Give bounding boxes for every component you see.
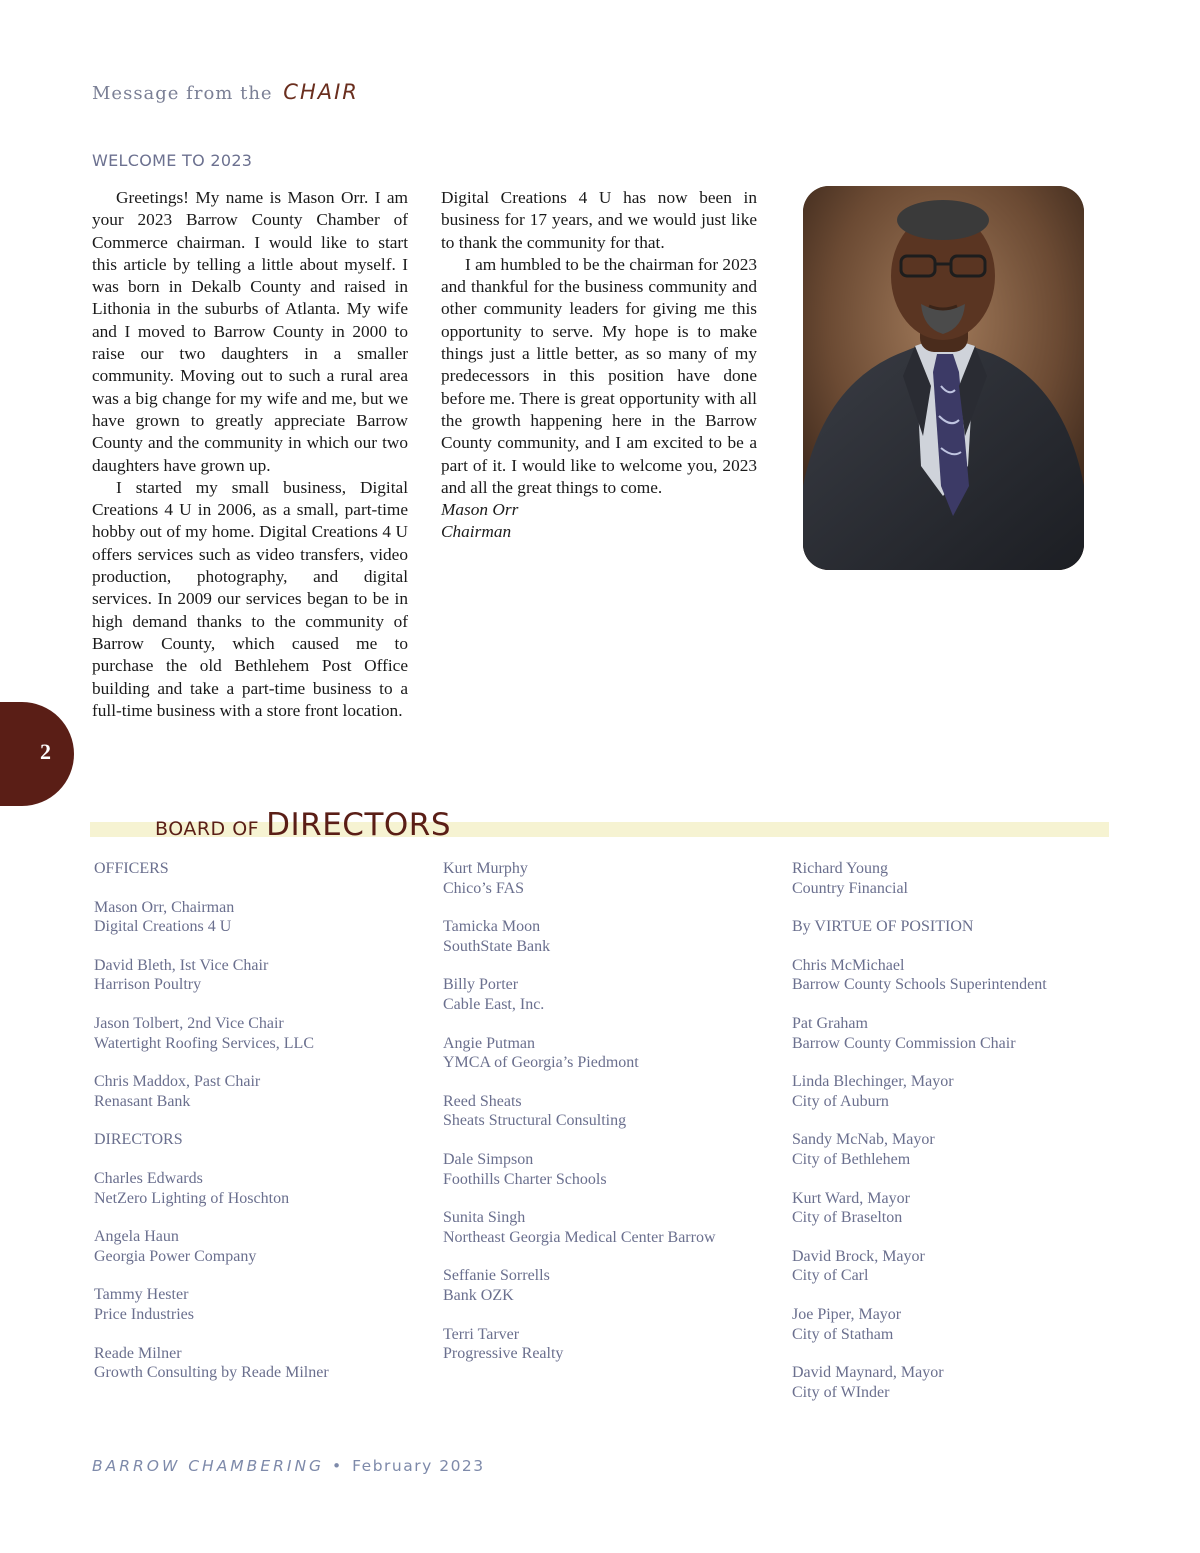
member-org: City of Statham (792, 1325, 894, 1343)
member-name: Sunita Singh (443, 1209, 526, 1227)
board-member (792, 1189, 1122, 1228)
member-name: Tamicka Moon (443, 918, 541, 936)
member-name: Seffanie Sorrells (443, 1267, 550, 1285)
member-name: Sandy McNab, Mayor (792, 1131, 935, 1149)
article-column-1 (92, 187, 408, 722)
member-org: Bank OZK (443, 1286, 514, 1304)
member-org: Barrow County Schools Superintendent (792, 976, 1047, 994)
member-name: Charles Edwards (94, 1169, 203, 1187)
page-tab (0, 702, 74, 806)
board-member (443, 1092, 773, 1131)
board-member (443, 1266, 773, 1305)
member-org: Digital Creations 4 U (94, 918, 232, 936)
board-member (443, 975, 773, 1014)
article-paragraph: I am humbled to be the chairman for 2023 and thankful for the business community and other community leaders for giving me this opportunity to serve. My hope is to make things just a little better, as so many of my predecessors in this position have done before me. There is great opportunity with all the growth happening here in the Barrow County community, and I am excited to be a part of it. I would like to welcome you, 2023 and all the great things to come. (441, 254, 757, 497)
board-member (94, 1227, 414, 1266)
member-org: Georgia Power Company (94, 1247, 257, 1265)
portrait-illustration (803, 186, 1084, 570)
board-heading-big: DIRECTORS (266, 807, 452, 843)
section-label-prefix: Message from the (92, 83, 273, 104)
board-heading-small: BOARD OF (155, 818, 260, 840)
directors-heading: DIRECTORS (94, 1131, 183, 1149)
member-org: Growth Consulting by Reade Milner (94, 1364, 329, 1382)
member-org: Harrison Poultry (94, 976, 202, 994)
article-heading: WELCOME TO 2023 (92, 151, 253, 170)
member-name: Richard Young (792, 860, 889, 877)
member-name: Kurt Murphy (443, 860, 528, 877)
board-member (443, 1208, 773, 1247)
board-member (94, 898, 414, 937)
member-name: Dale Simpson (443, 1150, 534, 1168)
member-org: NetZero Lighting of Hoschton (94, 1189, 290, 1207)
member-name: Angie Putman (443, 1034, 535, 1052)
page-footer (92, 1457, 485, 1475)
member-name: David Bleth, Ist Vice Chair (94, 956, 269, 974)
board-member (792, 1305, 1122, 1344)
board-member (94, 1014, 414, 1053)
signature-name: Mason Orr (441, 500, 519, 520)
member-name: Kurt Ward, Mayor (792, 1189, 910, 1207)
board-member (792, 1130, 1122, 1169)
board-member (792, 1363, 1122, 1402)
member-name: Billy Porter (443, 976, 519, 994)
member-org: City of Bethlehem (792, 1150, 911, 1168)
member-org: SouthState Bank (443, 937, 551, 955)
member-org: Progressive Realty (443, 1345, 564, 1363)
member-name: Reade Milner (94, 1344, 182, 1362)
board-member (443, 1034, 773, 1073)
footer-date: February 2023 (352, 1457, 485, 1475)
board-member (94, 1169, 414, 1208)
officers-heading: OFFICERS (94, 860, 169, 877)
board-member (792, 1014, 1122, 1053)
member-org: Renasant Bank (94, 1092, 191, 1110)
signature-title: Chairman (441, 522, 512, 542)
member-name: Chris Maddox, Past Chair (94, 1073, 261, 1091)
board-member (443, 1325, 773, 1364)
article-column-2 (441, 187, 757, 544)
board-heading (155, 807, 451, 843)
board-member (792, 1072, 1122, 1111)
member-name: Terri Tarver (443, 1325, 520, 1343)
member-org: Barrow County Commission Chair (792, 1034, 1016, 1052)
board-member (94, 1072, 414, 1111)
member-name: Angela Haun (94, 1228, 179, 1246)
board-member (792, 859, 1122, 898)
member-name: Pat Graham (792, 1014, 868, 1032)
article-paragraph: Greetings! My name is Mason Orr. I am your 2023 Barrow County Chamber of Commerce chairman. I would like to start this article by telling a little about myself. I was born in Dekalb County and raised in Lithonia in the suburbs of Atlanta. My wife and I moved to Barrow County in 2000 to raise our two daughters in a smaller community. Moving out to such a rural area was a big change for my wife and me, but we have grown to greatly appreciate Barrow County and the community in which our two daughters have grown up. (92, 188, 408, 475)
member-name: Reed Sheats (443, 1092, 522, 1110)
board-member (94, 956, 414, 995)
member-org: Cable East, Inc. (443, 995, 545, 1013)
board-member (94, 1285, 414, 1324)
footer-magazine: BARROW CHAMBERING (92, 1457, 325, 1475)
member-org: Country Financial (792, 879, 908, 897)
board-member (792, 1247, 1122, 1286)
member-org: Chico’s FAS (443, 879, 525, 897)
signature (441, 499, 757, 544)
member-org: Price Industries (94, 1305, 194, 1323)
member-org: City of WInder (792, 1383, 890, 1401)
virtue-heading: By VIRTUE OF POSITION (792, 918, 974, 936)
footer-bullet: • (332, 1457, 345, 1475)
member-org: City of Carl (792, 1267, 869, 1285)
board-member (94, 1344, 414, 1383)
board-column-1 (94, 859, 414, 1402)
board-column-3 (792, 859, 1122, 1421)
chairman-portrait (803, 186, 1084, 570)
member-org: Northeast Georgia Medical Center Barrow (443, 1228, 716, 1246)
member-org: Foothills Charter Schools (443, 1170, 607, 1188)
board-member (792, 956, 1122, 995)
member-name: Joe Piper, Mayor (792, 1305, 902, 1323)
article-paragraph: I started my small business, Digital Creations 4 U in 2006, as a small, part-time hobby out of my home. Digital Creations 4 U offers services such as video transfers, video production, photography, and digital services. In 2009 our services began to be in high demand thanks to the community of Barrow County, which caused me to purchase the old Bethlehem Post Office building and take a part-time business to a full-time business with a store front location. (92, 477, 408, 720)
member-org: YMCA of Georgia’s Piedmont (443, 1054, 639, 1072)
board-column-2 (443, 859, 773, 1383)
member-name: Chris McMichael (792, 956, 905, 974)
board-member (443, 1150, 773, 1189)
member-name: Jason Tolbert, 2nd Vice Chair (94, 1014, 284, 1032)
member-org: Sheats Structural Consulting (443, 1112, 627, 1130)
member-name: Tammy Hester (94, 1286, 189, 1304)
board-member (443, 859, 773, 898)
section-label (92, 80, 359, 104)
section-label-chair: CHAIR (283, 80, 359, 104)
board-member (443, 917, 773, 956)
member-org: City of Braselton (792, 1209, 903, 1227)
member-name: Linda Blechinger, Mayor (792, 1073, 954, 1091)
member-name: David Maynard, Mayor (792, 1364, 944, 1382)
member-org: City of Auburn (792, 1092, 889, 1110)
member-name: David Brock, Mayor (792, 1247, 925, 1265)
article-paragraph: Digital Creations 4 U has now been in business for 17 years, and we would just like to thank the community for that. (441, 188, 757, 252)
page-number: 2 (40, 739, 51, 764)
member-org: Watertight Roofing Services, LLC (94, 1034, 314, 1052)
member-name: Mason Orr, Chairman (94, 898, 235, 916)
